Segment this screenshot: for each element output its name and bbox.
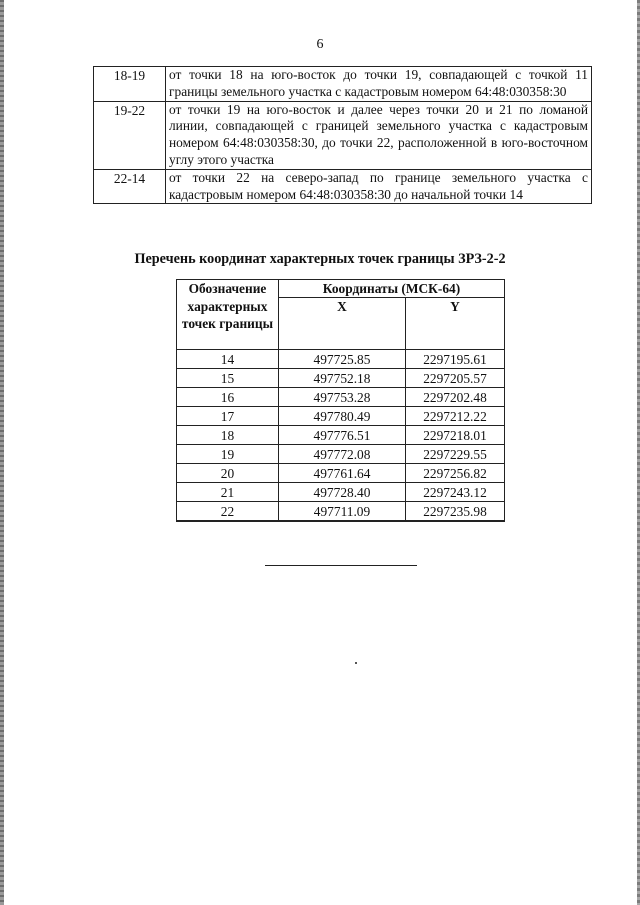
point-id: 15: [177, 369, 279, 388]
coord-y: 2297229.55: [406, 445, 505, 464]
point-id: 18: [177, 426, 279, 445]
table-row: [177, 502, 505, 522]
coord-y: 2297256.82: [406, 464, 505, 483]
boundary-description-table: [93, 66, 592, 204]
table-row: [177, 407, 505, 426]
point-id: 17: [177, 407, 279, 426]
table-row: [177, 445, 505, 464]
coord-x: 497728.40: [279, 483, 406, 502]
scan-edge-left: [0, 0, 4, 905]
coordinates-title: Перечень координат характерных точек границы ЗРЗ-2-2: [134, 251, 506, 267]
point-id: 19: [177, 445, 279, 464]
coord-x: 497752.18: [279, 369, 406, 388]
end-rule: [265, 565, 417, 566]
header-coordinates: Координаты (МСК-64): [279, 280, 505, 298]
coord-x: 497711.09: [279, 502, 406, 522]
scan-speck: [355, 662, 357, 664]
coord-x: 497776.51: [279, 426, 406, 445]
coord-y: 2297205.57: [406, 369, 505, 388]
coord-y: 2297218.01: [406, 426, 505, 445]
coord-y: 2297202.48: [406, 388, 505, 407]
table-row: [177, 426, 505, 445]
segment-label: 22-14: [94, 169, 166, 204]
table-row: [177, 464, 505, 483]
point-id: 16: [177, 388, 279, 407]
segment-label: 18-19: [94, 67, 166, 102]
table-row: [177, 369, 505, 388]
coord-x: 497780.49: [279, 407, 406, 426]
coord-y: 2297195.61: [406, 350, 505, 369]
header-point: Обозначение характерных точек границы: [177, 280, 279, 350]
point-id: 22: [177, 502, 279, 522]
coord-x: 497772.08: [279, 445, 406, 464]
table-row: [94, 67, 592, 102]
segment-description: от точки 19 на юго-восток и далее через точки 20 и 21 по ломаной линии, совпадающей с границей земельного участка с кадастровым номером 64:48:030358:30, до точки 22, расположенной в юго-восточном углу этого участка: [166, 101, 592, 169]
coord-x: 497753.28: [279, 388, 406, 407]
segment-description: от точки 18 на юго-восток до точки 19, совпадающей с точкой 11 границы земельного участка с кадастровым номером 64:48:030358:30: [166, 67, 592, 102]
point-id: 21: [177, 483, 279, 502]
coord-y: 2297235.98: [406, 502, 505, 522]
segment-description: от точки 22 на северо-запад по границе земельного участка с кадастровым номером 64:48:030358:30 до начальной точки 14: [166, 169, 592, 204]
header-row: [177, 280, 505, 298]
table-row: [177, 388, 505, 407]
table-row: [94, 101, 592, 169]
page-number: 6: [316, 37, 324, 52]
header-y: Y: [406, 298, 505, 350]
point-id: 20: [177, 464, 279, 483]
coord-x: 497761.64: [279, 464, 406, 483]
table-row: [177, 483, 505, 502]
coordinates-table: [176, 279, 505, 522]
coord-x: 497725.85: [279, 350, 406, 369]
coord-y: 2297243.12: [406, 483, 505, 502]
segment-label: 19-22: [94, 101, 166, 169]
point-id: 14: [177, 350, 279, 369]
header-x: X: [279, 298, 406, 350]
table-row: [177, 350, 505, 369]
table-row: [94, 169, 592, 204]
coord-y: 2297212.22: [406, 407, 505, 426]
